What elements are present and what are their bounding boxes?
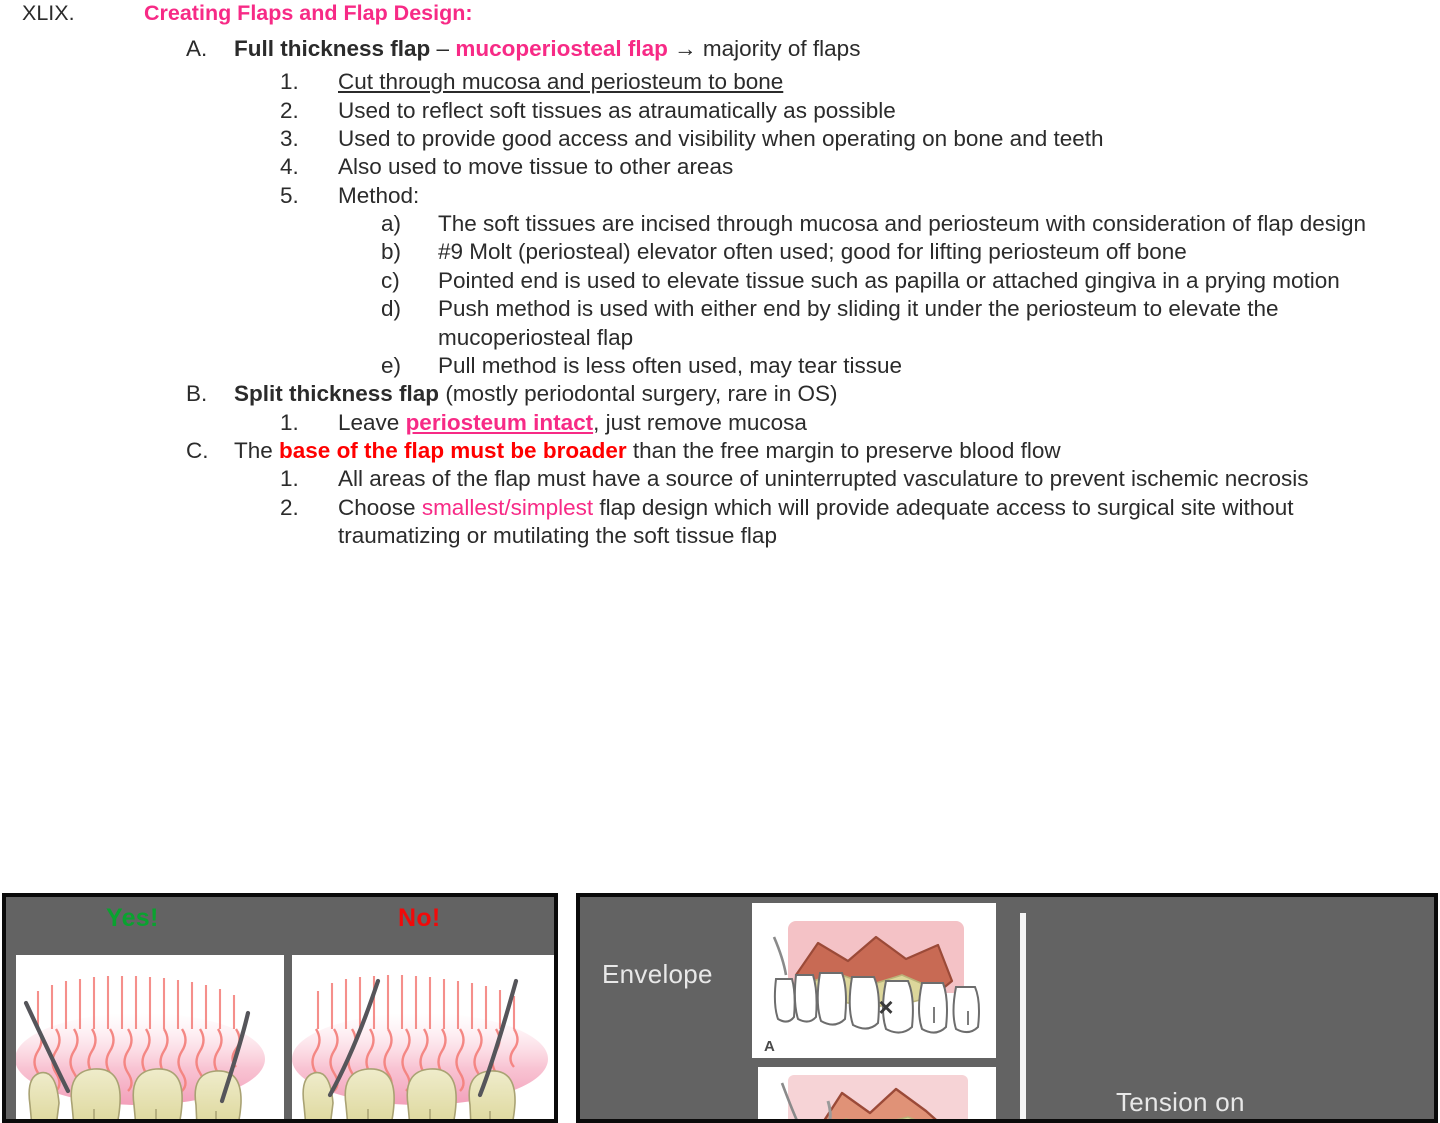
segment-text: flap design which will provide adequate access to surgical site without traumatizing or mutilating the soft tissue flap xyxy=(338,494,1294,548)
segment-text: Choose xyxy=(338,494,422,520)
illustration-correct-flap xyxy=(16,955,284,1123)
segment-text: Leave xyxy=(338,409,406,435)
segment-text: mucoperiosteal flap xyxy=(455,36,668,62)
list-marker: 2. xyxy=(280,494,299,520)
list-marker: b) xyxy=(381,239,402,265)
list-text xyxy=(338,409,1398,437)
list-item-a xyxy=(186,35,1440,63)
list-marker: c) xyxy=(381,267,400,293)
segment-text: smallest/simplest xyxy=(421,494,594,520)
flap-vasculature-diagram-correct xyxy=(16,955,284,1123)
section-heading-row xyxy=(22,0,1440,27)
list-item-c2 xyxy=(280,494,1440,551)
list-item-a3 xyxy=(280,125,1440,153)
list-item-a2 xyxy=(280,97,1440,125)
list-marker: 4. xyxy=(280,154,299,180)
list-item-a5b xyxy=(381,238,1440,266)
list-text: Also used to move tissue to other areas xyxy=(338,154,734,180)
list-text: Push method is used with either end by sliding it under the periosteum to elevate the mucoperiosteal flap xyxy=(438,296,1279,350)
list-text: Used to provide good access and visibility when operating on bone and teeth xyxy=(338,126,1104,152)
list-marker: C. xyxy=(186,437,209,463)
yes-label: Yes! xyxy=(106,904,159,932)
list-text: The soft tissues are incised through mucosa and periosteum with consideration of flap design xyxy=(438,211,1367,237)
envelope-flap-diagram-partial xyxy=(758,1067,996,1123)
section-numeral: XLIX. xyxy=(22,1,75,25)
list-item-a5e xyxy=(381,352,1440,380)
list-text xyxy=(234,35,1384,63)
list-text: Pull method is less often used, may tear tissue xyxy=(438,352,902,378)
envelope-label: Envelope xyxy=(602,959,713,989)
segment-text: Cut through mucosa and periosteum to bone xyxy=(338,69,784,95)
segment-text: Full thickness flap xyxy=(234,36,431,62)
panel-divider xyxy=(1020,913,1026,1123)
list-item-a5d xyxy=(381,295,1440,352)
list-item-a4 xyxy=(280,153,1440,181)
list-item-a5a xyxy=(381,210,1440,238)
illustration-envelope-flap-a xyxy=(752,903,996,1058)
list-marker: 3. xyxy=(280,126,299,152)
list-text xyxy=(338,68,1398,96)
list-text xyxy=(338,494,1398,551)
figure-panel-envelope xyxy=(576,893,1438,1123)
tension-label: Tension on xyxy=(1116,1087,1245,1117)
segment-text: (mostly periodontal surgery, rare in OS) xyxy=(439,381,838,407)
figure-panel-yes-no xyxy=(2,893,558,1123)
list-item-c1 xyxy=(280,465,1440,493)
illustration-envelope-flap-b xyxy=(758,1067,996,1123)
segment-text: → majority of flaps xyxy=(667,36,861,62)
list-marker: B. xyxy=(186,381,208,407)
list-item-a5 xyxy=(280,182,1440,210)
list-item-a5c xyxy=(381,267,1440,295)
list-text: Used to reflect soft tissues as atraumatically as possible xyxy=(338,97,896,123)
list-item-c xyxy=(186,437,1440,465)
list-text: #9 Molt (periosteal) elevator often used; good for lifting periosteum off bone xyxy=(438,239,1187,265)
list-marker: e) xyxy=(381,352,402,378)
list-item-a1 xyxy=(280,68,1440,96)
envelope-flap-diagram xyxy=(752,903,996,1058)
list-marker: 5. xyxy=(280,182,299,208)
list-marker: 1. xyxy=(280,409,299,435)
segment-text: – xyxy=(430,36,456,62)
list-text xyxy=(234,380,1384,408)
illustration-incorrect-flap xyxy=(292,955,558,1123)
list-marker: 2. xyxy=(280,97,299,123)
segment-text: than the free margin to preserve blood flow xyxy=(626,437,1061,463)
extraction-site-mark: × xyxy=(878,992,894,1022)
list-marker: A. xyxy=(186,36,208,62)
diagram-letter-a: A xyxy=(764,1038,775,1055)
figure-panels xyxy=(0,893,1440,1123)
list-item-b xyxy=(186,380,1440,408)
list-item-b1 xyxy=(280,409,1440,437)
section-title: Creating Flaps and Flap Design: xyxy=(144,1,473,25)
flap-vasculature-diagram-incorrect xyxy=(292,955,558,1123)
segment-text: , just remove mucosa xyxy=(593,409,807,435)
list-text: All areas of the flap must have a source of uninterrupted vasculature to prevent ischemic necrosis xyxy=(338,466,1309,492)
list-marker: a) xyxy=(381,211,402,237)
segment-text: periosteum intact xyxy=(405,409,594,435)
list-text: Pointed end is used to elevate tissue such as papilla or attached gingiva in a prying motion xyxy=(438,267,1340,293)
list-marker: 1. xyxy=(280,69,299,95)
list-marker: 1. xyxy=(280,466,299,492)
list-text: Method: xyxy=(338,182,420,208)
segment-text: The xyxy=(234,437,280,463)
segment-text: Split thickness flap xyxy=(234,381,440,407)
list-text xyxy=(234,437,1384,465)
segment-text: base of the flap must be broader xyxy=(279,437,627,463)
list-marker: d) xyxy=(381,296,402,322)
no-label: No! xyxy=(398,904,441,932)
